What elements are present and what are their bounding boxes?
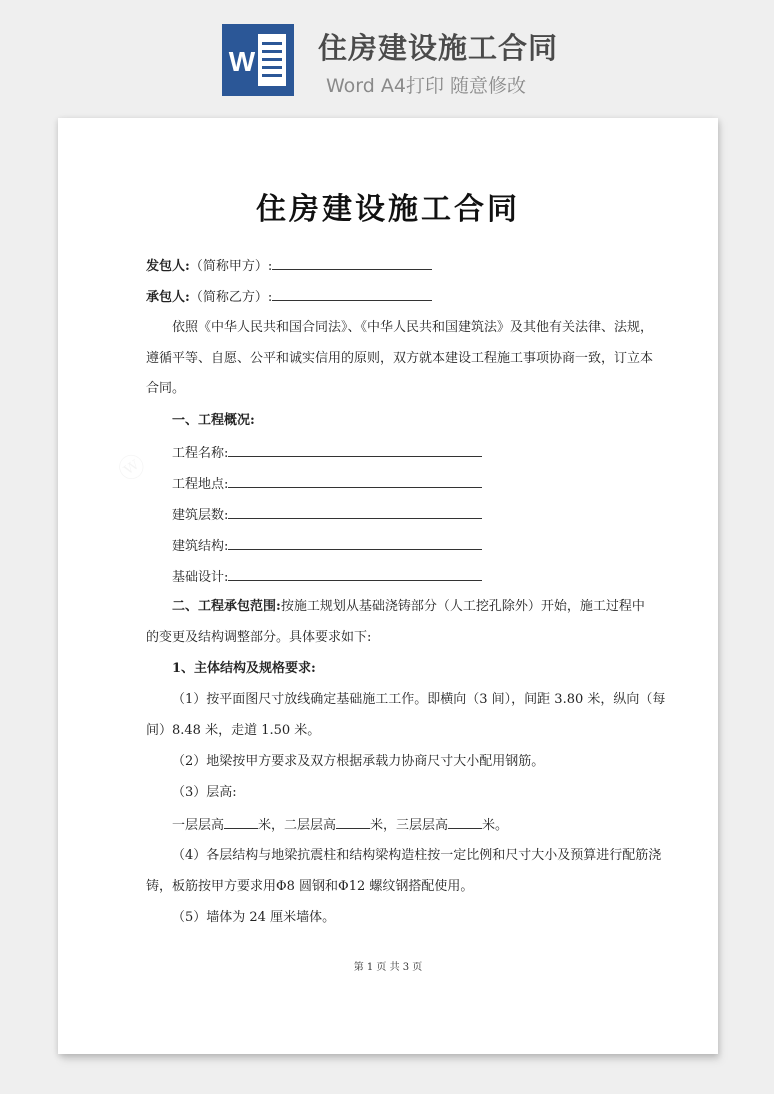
party-a-hint: （简称甲方）: (189, 259, 273, 274)
field-blank (228, 505, 482, 519)
floor-label-3: 米，三层层高 (370, 818, 449, 833)
party-b-hint: （简称乙方）: (189, 290, 273, 305)
item4-line-1: （4）各层结构与地梁抗震柱和结构梁构造柱按一定比例和尺寸大小及预算进行配筋浇 (172, 848, 662, 863)
floor-heights-line (172, 815, 508, 835)
header-subtitle: Word A4打印 随意修改 (326, 75, 527, 97)
item3-line: （3）层高: (172, 785, 237, 800)
floor-blank-2 (336, 815, 370, 829)
floor-label-1: 一层层高 (172, 818, 225, 833)
item4-line-2: 铸，板筋按甲方要求用Φ8 圆钢和Φ12 螺纹钢搭配使用。 (146, 879, 474, 894)
document-title: 住房建设施工合同 (256, 192, 520, 227)
field-blank (228, 474, 482, 488)
section2-heading: 二、工程承包范围: (172, 599, 281, 614)
floor-blank-3 (448, 815, 482, 829)
watermark (110, 444, 153, 489)
field-project-name (172, 443, 482, 463)
field-label: 建筑结构: (172, 539, 229, 554)
page-footer: 第 1 页 共 3 页 (353, 962, 423, 973)
field-blank (228, 536, 482, 550)
party-a-blank (272, 256, 432, 270)
party-a-label: 发包人: (146, 259, 190, 274)
party-b-line (146, 287, 432, 307)
field-foundation (172, 567, 482, 587)
item1-line-1: （1）按平面图尺寸放线确定基础施工工作。即横向（3 间），间距 3.80 米，纵向（每 (172, 692, 666, 707)
party-b-label: 承包人: (146, 290, 190, 305)
header (0, 0, 774, 110)
section1-heading: 一、工程概况: (172, 413, 255, 428)
document-page (58, 118, 718, 1054)
field-label: 建筑层数: (172, 508, 229, 523)
sub1-heading: 1、主体结构及规格要求: (172, 661, 316, 676)
section2-text: 按施工规划从基础浇铸部分（人工挖孔除外）开始，施工过程中 (280, 599, 645, 614)
field-blank (228, 443, 482, 457)
floor-label-4: 米。 (482, 818, 509, 833)
item2-line: （2）地梁按甲方要求及双方根据承载力协商尺寸大小配用钢筋。 (172, 754, 545, 769)
field-blank (228, 567, 482, 581)
word-logo-icon (222, 24, 294, 96)
field-label: 基础设计: (172, 570, 229, 585)
item1-line-2: 间）8.48 米，走道 1.50 米。 (146, 723, 321, 738)
field-label: 工程名称: (172, 446, 229, 461)
field-label: 工程地点: (172, 477, 229, 492)
floor-label-2: 米，二层层高 (258, 818, 337, 833)
party-a-line (146, 256, 432, 276)
field-project-location (172, 474, 482, 494)
section2-line-2: 的变更及结构调整部分。具体要求如下: (146, 630, 372, 645)
field-floors (172, 505, 482, 525)
field-structure (172, 536, 482, 556)
party-b-blank (272, 287, 432, 301)
floor-blank-1 (224, 815, 258, 829)
intro-line-2: 遵循平等、自愿、公平和诚实信用的原则，双方就本建设工程施工事项协商一致，订立本 (146, 351, 654, 366)
item5-line: （5）墙体为 24 厘米墙体。 (172, 910, 336, 925)
intro-line-3: 合同。 (146, 381, 186, 396)
header-title: 住房建设施工合同 (318, 31, 559, 65)
intro-line-1: 依照《中华人民共和国合同法》、《中华人民共和国建筑法》及其他有关法律、法规， (172, 320, 654, 335)
svg-text:W: W (228, 46, 256, 77)
section2-line-1 (172, 598, 645, 616)
